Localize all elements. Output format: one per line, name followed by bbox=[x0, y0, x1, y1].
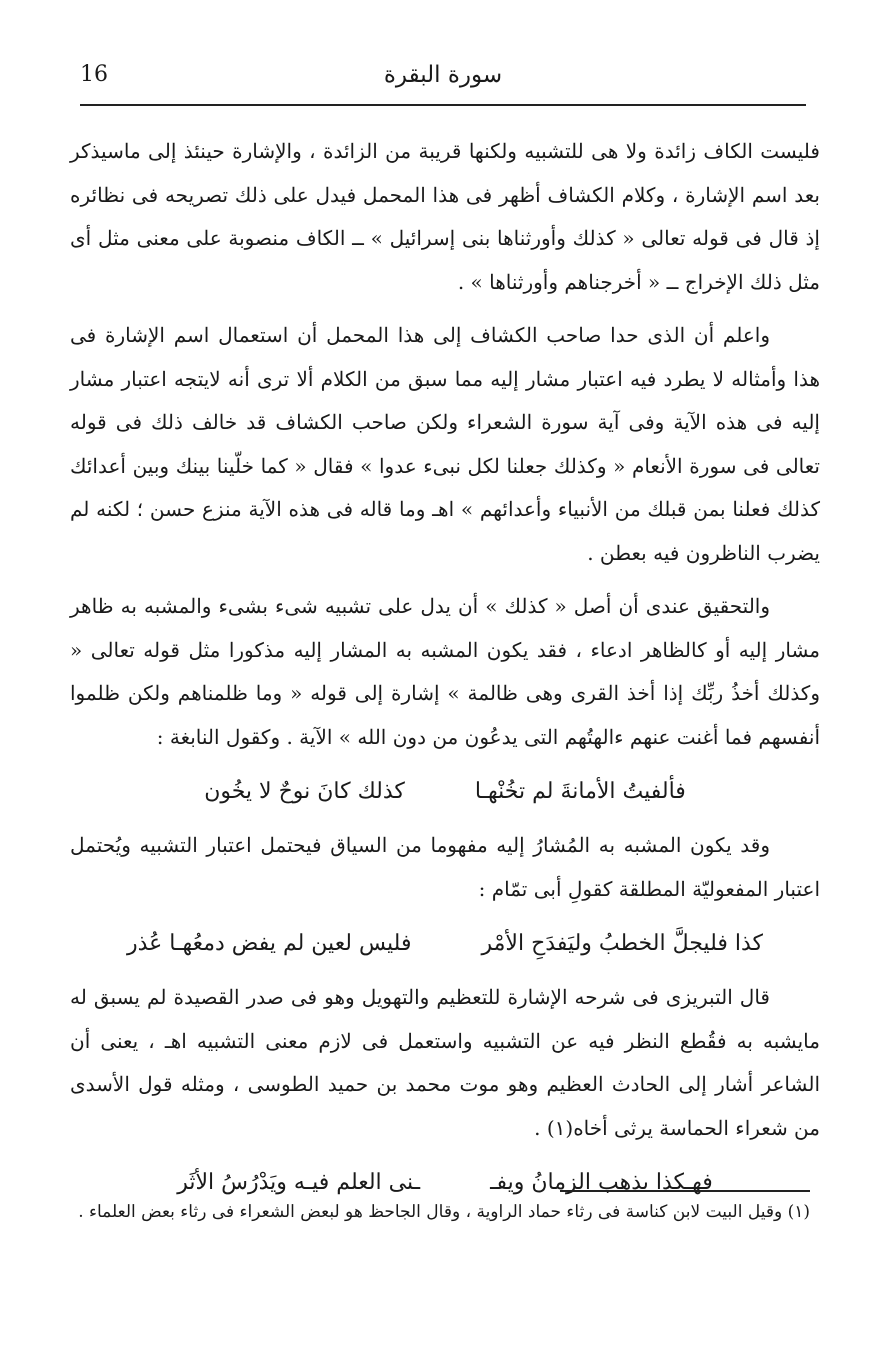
paragraph: واعلم أن الذى حدا صاحب الكشاف إلى هذا المحمل أن استعمال اسم الإشارة فى هذا وأمثاله لا يطرد فيه اعتبار مشار إليه مما سبق من الكلام ألا ترى أنه لايتجه اعتبار مشار إليه فى هذه الآية وفى آية سورة الشعراء ولكن صاحب الكشاف قد خالف ذلك فى قوله تعالى فى سورة الأنعام « وكذلك جعلنا لكل نبىء عدوا » فقال « كما خلّينا بينك وبين أعدائك كذلك فعلنا بمن قبلك من الأنبياء وأعدائهم » اهـ وما قاله فى هذه الآية منزع حسن ؛ لكنه لم يضرب الناظرون فيه بعطن . bbox=[70, 323, 820, 565]
running-title: سورة البقرة bbox=[383, 62, 503, 88]
verse-hemistich-second: ـنى العلم فيـه ويَدْرُسُ الأثَر bbox=[177, 1170, 421, 1195]
verse-hemistich-first: فألفيتُ الأمانةَ لم تخُنْهـا bbox=[474, 779, 686, 804]
footnote-text: (١) وقيل البيت لابن كناسة فى رثاء حماد الراوية ، وقال الجاحظ هو لبعض الشعراء فى رثاء بعض العلماء . bbox=[78, 1202, 810, 1222]
verse-hemistich-second: فليس لعين لم يفض دمعُهـا عُذر bbox=[127, 931, 412, 956]
verse-hemistich-first: كذا فليجلَّ الخطبُ وليَفدَحِ الأمْر bbox=[481, 931, 763, 956]
verse-hemistich-second: كذلك كانَ نوحٌ لا يخُون bbox=[204, 779, 405, 804]
paragraph: وقد يكون المشبه به المُشارُ إليه مفهوما من السياق فيحتمل اعتبار التشبيه ويُحتمل اعتبار المفعوليّة المطلقة كقولِ أبى تمّام : bbox=[70, 833, 820, 901]
footnote-divider bbox=[560, 1190, 810, 1192]
page-header bbox=[80, 60, 806, 106]
verse-line bbox=[70, 921, 820, 966]
paragraph: والتحقيق عندى أن أصل « كذلك » أن يدل على تشبيه شىء بشىء والمشبه به ظاهر مشار إليه أو كالظاهر ادعاء ، فقد يكون المشبه به المشار إليه مذكورا مثل قوله تعالى « وكذلك أخذُ ربِّك إذا أخذ القرى وهى ظالمة » إشارة إلى قوله « وما ظلمناهم ولكن ظلموا أنفسهم فما أغنت عنهم ءالهتُهم التى يدعُون من دون الله » الآية . وكقول النابغة : bbox=[70, 594, 820, 749]
verse-line bbox=[70, 769, 820, 814]
paragraph: فليست الكاف زائدة ولا هى للتشبيه ولكنها قريبة من الزائدة ، والإشارة حينئذ إلى ماسيذكر بعد اسم الإشارة ، وكلام الكشاف أظهر فى هذا المحمل فيدل على ذلك تصريحه فى نظائره إذ قال فى قوله تعالى « كذلك وأورثناها بنى إسرائيل » ــ الكاف منصوبة على معنى مثل أى مثل ذلك الإخراج ــ « أخرجناهم وأورثناها » . bbox=[70, 139, 820, 294]
paragraph: قال التبريزى فى شرحه الإشارة للتعظيم والتهويل وهو فى صدر القصيدة لم يسبق له مايشبه به فقُطع النظر فيه عن التشبيه واستعمل فى لازم معنى التشبيه اهـ ، يعنى أن الشاعر أشار إلى الحادث العظيم وهو موت محمد بن حميد الطوسى ، ومثله قول الأسدى من شعراء الحماسة يرثى أخاه(١) . bbox=[70, 985, 821, 1140]
main-text bbox=[70, 130, 820, 1215]
footnote bbox=[70, 1196, 810, 1228]
verse-hemistich-first: فهـكذا يذهب الزمانُ ويفـ bbox=[490, 1170, 713, 1195]
page-number: 16 bbox=[80, 62, 108, 87]
